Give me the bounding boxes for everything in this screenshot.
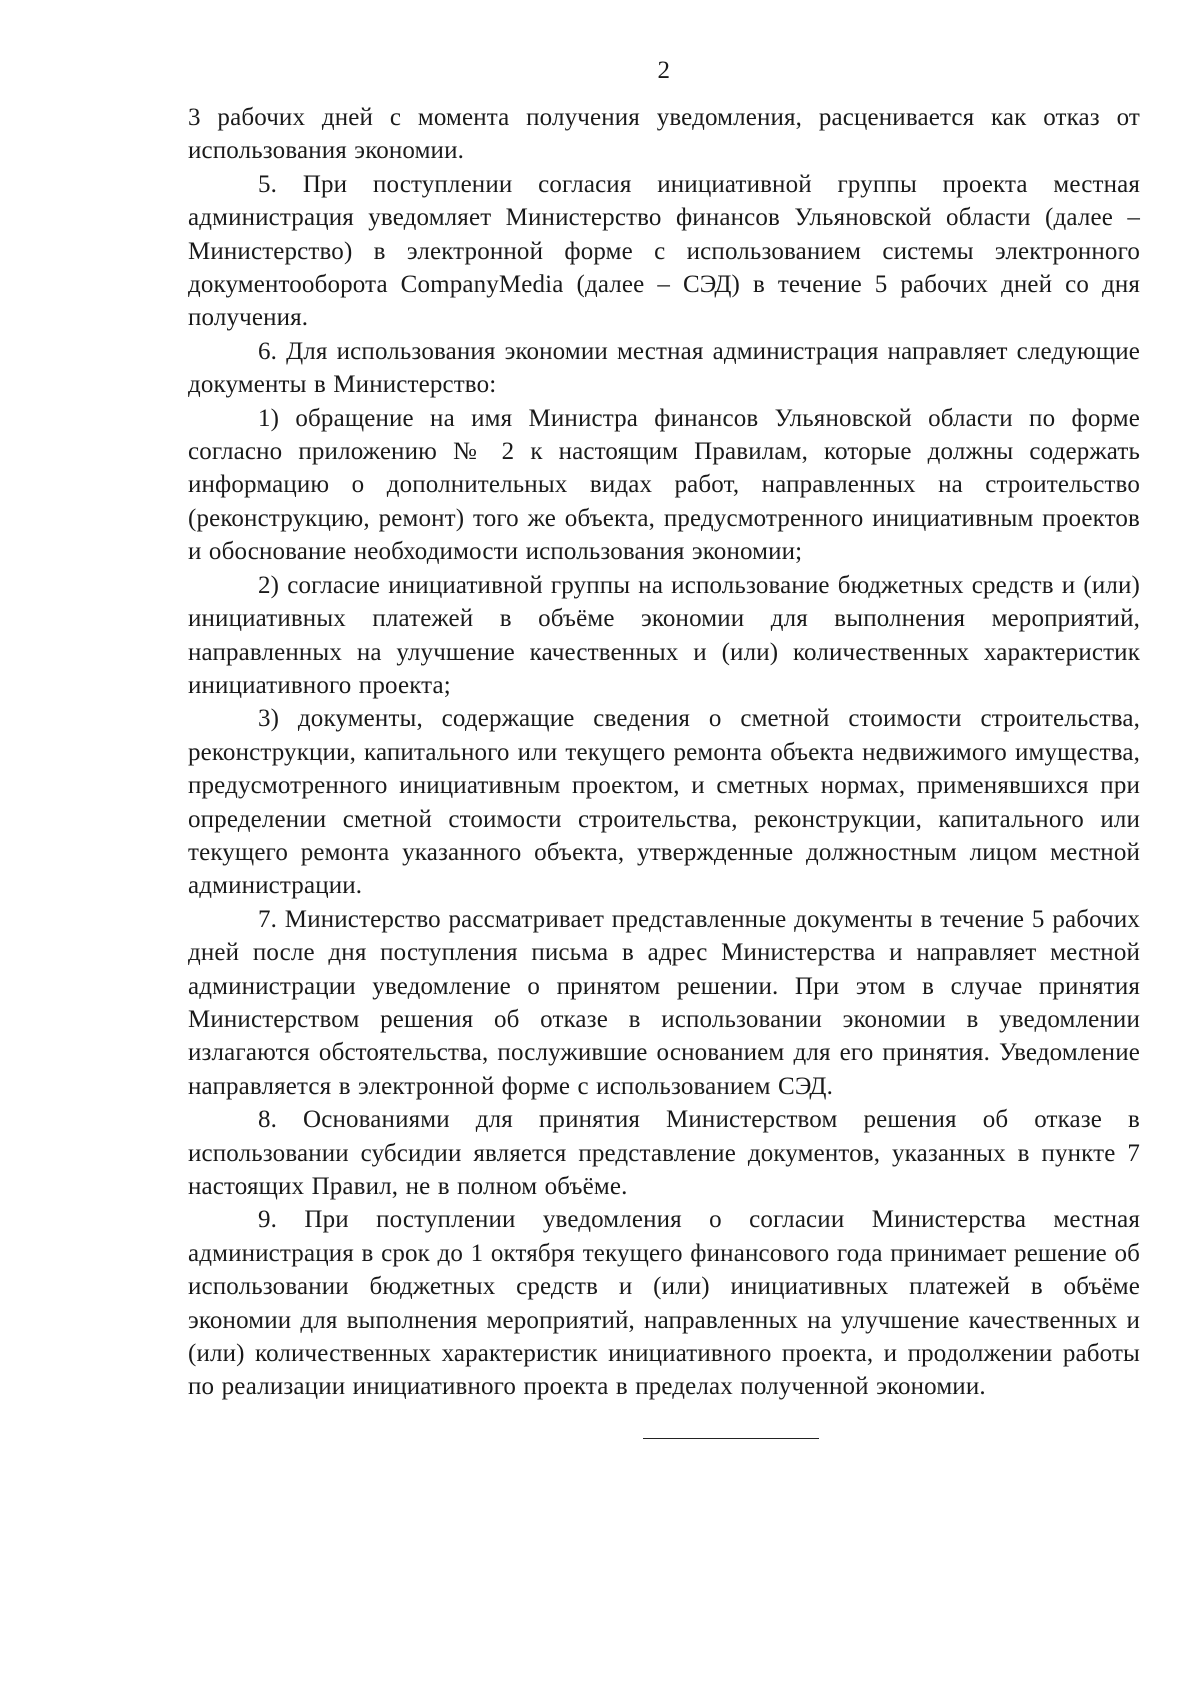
paragraph-item-8: 8. Основаниями для принятия Министерством решения об отказе в использовании субсидии является представление документов, указанных в пункте 7 настоящих Правил, не в полном объёме. — [188, 1106, 1140, 1200]
paragraph-item-6-3: 3) документы, содержащие сведения о сметной стоимости строительства, реконструкции, капитального или текущего ремонта объекта недвижимого имущества, предусмотренного инициативным проектом, и сметных нормах, применявшихся при определении сметной стоимости строительства, реконструкции, капитального или текущего ремонта указанного объекта, утвержденные должностным лицом местной администрации. — [188, 705, 1140, 900]
paragraph-item-9: 9. При поступлении уведомления о согласии Министерства местная администрация в срок до 1 октября текущего финансового года принимает решение об использовании бюджетных средств и (или) инициативных платежей в объёме экономии для выполнения мероприятий, направленных на улучшение качественных и (или) количественных характеристик инициативного проекта, и продолжении работы по реализации инициативного проекта в пределах полученной экономии. — [188, 1206, 1140, 1401]
paragraph-item-6-1: 1) обращение на имя Министра финансов Ульяновской области по форме согласно приложению № 2 к настоящим Правилам, которые должны содержать информацию о дополнительных видах работ, направленных на строительство (реконструкцию, ремонт) того же объекта, предусмотренного инициативным проектов и обоснование необходимости использования экономии; — [188, 404, 1140, 566]
end-of-document-rule — [643, 1438, 819, 1439]
paragraph-item-5: 5. При поступлении согласия инициативной группы проекта местная администрация уведомляет Министерство финансов Ульяновской области (далее – Министерство) в электронной форме с использованием системы электронного документооборота CompanyMedia (далее – СЭД) в течение 5 рабочих дней со дня получения. — [188, 170, 1140, 332]
paragraph-item-6: 6. Для использования экономии местная администрация направляет следующие документы в Министерство: — [188, 337, 1140, 399]
paragraph-item-6-2: 2) согласие инициативной группы на использование бюджетных средств и (или) инициативных платежей в объёме экономии для выполнения мероприятий, направленных на улучшение качественных и (или) количественных характеристик инициативного проекта; — [188, 571, 1140, 699]
document-body — [188, 101, 1140, 1404]
page-number: 2 — [657, 57, 671, 84]
paragraph-item-7: 7. Министерство рассматривает представленные документы в течение 5 рабочих дней после дня поступления письма в адрес Министерства и направляет местной администрации уведомление о принятом решении. При этом в случае принятия Министерством решения об отказе в использовании экономии в уведомлении излагаются обстоятельства, послужившие основанием для его принятия. Уведомление направляется в электронной форме с использованием СЭД. — [188, 905, 1140, 1100]
paragraph-continuation: 3 рабочих дней с момента получения уведомления, расценивается как отказ от использования экономии. — [188, 104, 1140, 165]
